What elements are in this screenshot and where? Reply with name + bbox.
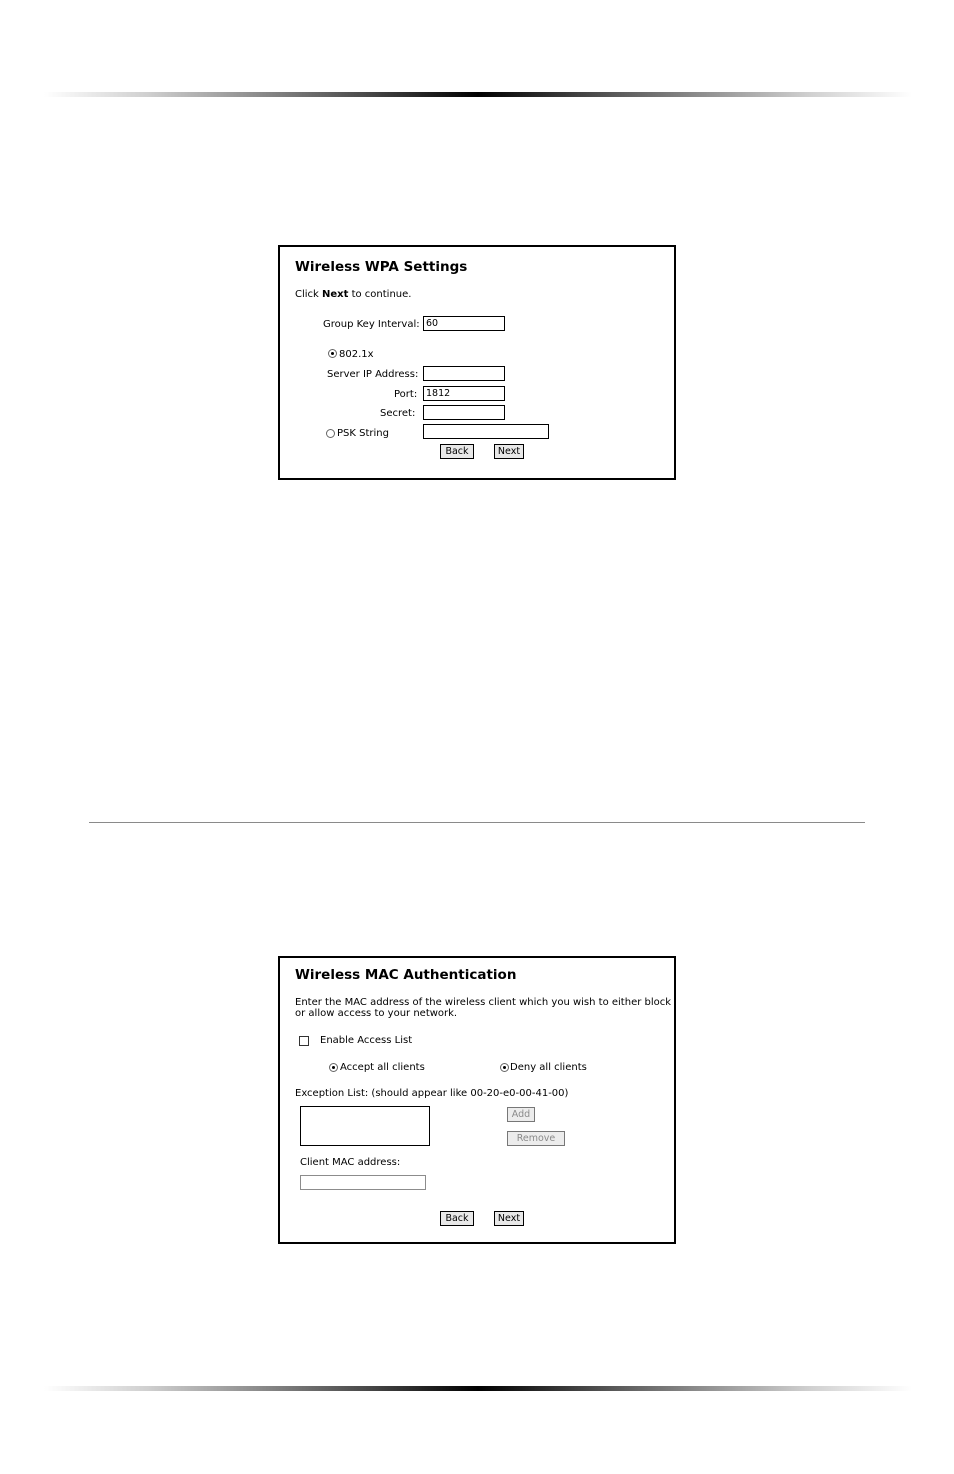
enable-access-list-label: Enable Access List bbox=[320, 1035, 413, 1046]
wpa-instruction bbox=[295, 289, 411, 300]
radio-deny-all-label: Deny all clients bbox=[510, 1062, 587, 1073]
radio-deny-all[interactable] bbox=[500, 1063, 509, 1072]
exception-list-label: Exception List: (should appear like 00-20-e0-00-41-00) bbox=[295, 1088, 569, 1099]
section-divider bbox=[89, 822, 865, 823]
port-label: Port: bbox=[394, 389, 418, 400]
wpa-instruction-next: Next bbox=[322, 289, 349, 300]
port-input[interactable] bbox=[423, 386, 505, 401]
wpa-settings-panel bbox=[278, 245, 676, 480]
wpa-instruction-prefix: Click bbox=[295, 289, 323, 300]
mac-instruction-line2: or allow access to your network. bbox=[295, 1008, 458, 1019]
client-mac-label: Client MAC address: bbox=[300, 1157, 401, 1168]
group-key-interval-input[interactable] bbox=[423, 316, 505, 331]
mac-back-button[interactable]: Back bbox=[440, 1211, 474, 1226]
radio-8021x-label: 802.1x bbox=[339, 349, 374, 360]
bottom-rule bbox=[44, 1386, 912, 1391]
enable-access-list-checkbox[interactable] bbox=[299, 1036, 309, 1046]
remove-button[interactable]: Remove bbox=[507, 1131, 565, 1146]
psk-string-input[interactable] bbox=[423, 424, 549, 439]
server-ip-label: Server IP Address: bbox=[327, 369, 419, 380]
wpa-next-button[interactable]: Next bbox=[494, 444, 524, 459]
mac-panel-title: Wireless MAC Authentication bbox=[295, 967, 517, 983]
group-key-interval-label: Group Key Interval: bbox=[323, 319, 420, 330]
exception-list-box[interactable] bbox=[300, 1106, 430, 1146]
radio-psk-string[interactable] bbox=[326, 429, 335, 438]
wpa-back-button[interactable]: Back bbox=[440, 444, 474, 459]
secret-label: Secret: bbox=[380, 408, 416, 419]
server-ip-input[interactable] bbox=[423, 366, 505, 381]
radio-accept-all[interactable] bbox=[329, 1063, 338, 1072]
wpa-instruction-suffix: to continue. bbox=[348, 289, 412, 300]
client-mac-input[interactable] bbox=[300, 1175, 426, 1190]
mac-authentication-panel bbox=[278, 956, 676, 1244]
secret-input[interactable] bbox=[423, 405, 505, 420]
add-button[interactable]: Add bbox=[507, 1107, 535, 1122]
radio-8021x[interactable] bbox=[328, 349, 337, 358]
top-rule bbox=[44, 92, 912, 97]
radio-accept-all-label: Accept all clients bbox=[340, 1062, 425, 1073]
mac-instruction-line1: Enter the MAC address of the wireless client which you wish to either block bbox=[295, 997, 672, 1008]
wpa-panel-title: Wireless WPA Settings bbox=[295, 259, 468, 275]
radio-psk-string-label: PSK String bbox=[337, 428, 389, 439]
mac-next-button[interactable]: Next bbox=[494, 1211, 524, 1226]
